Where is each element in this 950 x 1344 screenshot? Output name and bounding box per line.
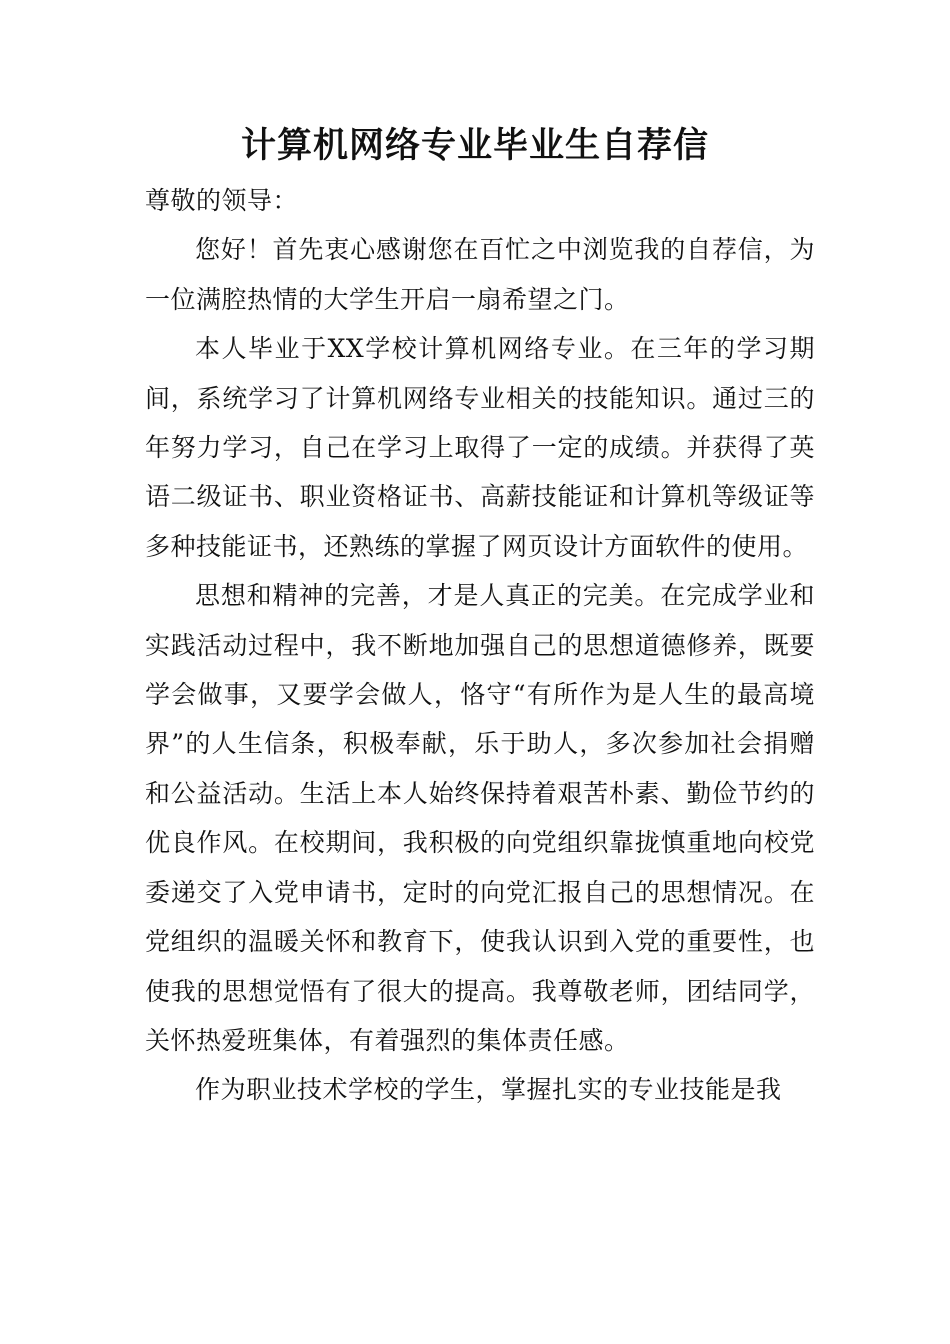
document-title: 计算机网络专业毕业生自荐信 — [240, 126, 709, 166]
paragraph-education: 本人毕业于XX学校计算机网络专业。在三年的学习期间，系统学习了计算机网络专业相关的技能知识。通过三的年努力学习，自己在学习上取得了一定的成绩。并获得了英语二级证书、职业资格证书、高薪技能证和计算机等级证等多种技能证书，还熟练的掌握了网页设计方面软件的使用。 — [145, 334, 815, 561]
paragraph-skills: 作为职业技术学校的学生，掌握扎实的专业技能是我 — [195, 1075, 782, 1105]
letter-body — [145, 176, 815, 1115]
paragraph-greeting: 您好！首先衷心感谢您在百忙之中浏览我的自荐信，为一位满腔热情的大学生开启一扇希望之门。 — [145, 235, 815, 314]
salutation: 尊敬的领导： — [145, 186, 299, 215]
paragraph-character: 思想和精神的完善，才是人真正的完美。在完成学业和实践活动过程中，我不断地加强自己的思想道德修养，既要学会做事，又要学会做人，恪守“有所作为是人生的最高境界”的人生信条，积极奉献，乐于助人，多次参加社会捐赠和公益活动。生活上本人始终保持着艰苦朴素、勤俭节约的优良作风。在校期间，我积极的向党组织靠拢慎重地向校党委递交了入党申请书，定时的向党汇报自己的思想情况。在党组织的温暖关怀和教育下，使我认识到入党的重要性，也使我的思想觉悟有了很大的提高。我尊敬老师，团结同学，关怀热爱班集体，有着强烈的集体责任感。 — [145, 581, 815, 1055]
